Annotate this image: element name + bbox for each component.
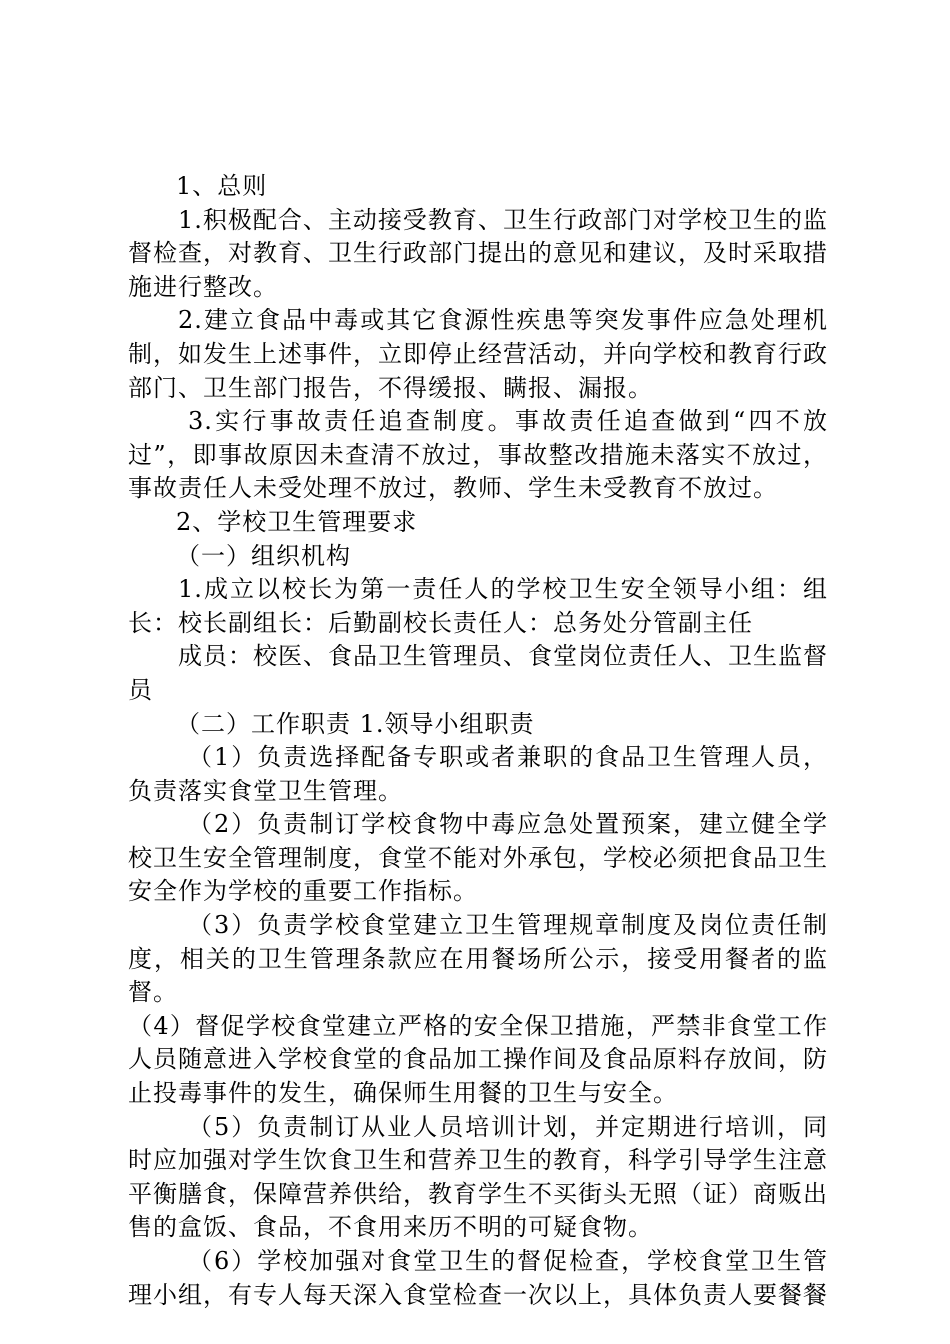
- paragraph-leadership-group: 1.成立以校长为第一责任人的学校卫生安全领导小组：组长：校长副组长：后勤副校长责任人：总务处分管副主任: [128, 575, 828, 637]
- section-heading-requirements: 2、学校卫生管理要求: [176, 507, 418, 536]
- paragraph-duty-5: （5）负责制订从业人员培训计划，并定期进行培训，同时应加强对学生饮食卫生和营养卫生的教育，科学引导学生注意平衡膳食，保障营养供给，教育学生不买街头无照（证）商贩出售的盒饭、食品，不食用来历不明的可疑食物。: [128, 1112, 828, 1242]
- paragraph-duty-2: （2）负责制订学校食物中毒应急处置预案，建立健全学校卫生安全管理制度，食堂不能对外承包，学校必须把食品卫生安全作为学校的重要工作指标。: [128, 810, 828, 906]
- document-page: [128, 170, 828, 1312]
- paragraph-item-1: 1.积极配合、主动接受教育、卫生行政部门对学校卫生的监督检查，对教育、卫生行政部门提出的意见和建议，及时采取措施进行整改。: [128, 205, 828, 301]
- paragraph-item-3: 3.实行事故责任追查制度。事故责任追查做到“四不放过”，即事故原因未查清不放过，事故整改措施未落实不放过，事故责任人未受处理不放过，教师、学生未受教育不放过。: [128, 407, 828, 503]
- section-heading-general: 1、总则: [176, 172, 268, 200]
- subsection-heading-organization: （一）组织机构: [176, 541, 351, 570]
- paragraph-duty-3: （3）负责学校食堂建立卫生管理规章制度及岗位责任制度，相关的卫生管理条款应在用餐场所公示，接受用餐者的监督。: [128, 911, 828, 1007]
- paragraph-item-2: 2.建立食品中毒或其它食源性疾患等突发事件应急处理机制，如发生上述事件，立即停止经营活动，并向学校和教育行政部门、卫生部门报告，不得缓报、瞒报、漏报。: [128, 306, 828, 402]
- paragraph-duty-4: （4）督促学校食堂建立严格的安全保卫措施，严禁非食堂工作人员随意进入学校食堂的食品加工操作间及食品原料存放间，防止投毒事件的发生，确保师生用餐的卫生与安全。: [128, 1011, 828, 1108]
- subsection-heading-duties: （二）工作职责 1.领导小组职责: [176, 709, 535, 738]
- paragraph-duty-6: （6）学校加强对食堂卫生的督促检查，学校食堂卫生管理小组，有专人每天深入食堂检查一次以上，具体负责人要餐餐: [128, 1247, 828, 1309]
- paragraph-duty-1: （1）负责选择配备专职或者兼职的食品卫生管理人员，负责落实食堂卫生管理。: [128, 743, 828, 805]
- paragraph-members: 成员：校医、食品卫生管理员、食堂岗位责任人、卫生监督员: [128, 642, 828, 704]
